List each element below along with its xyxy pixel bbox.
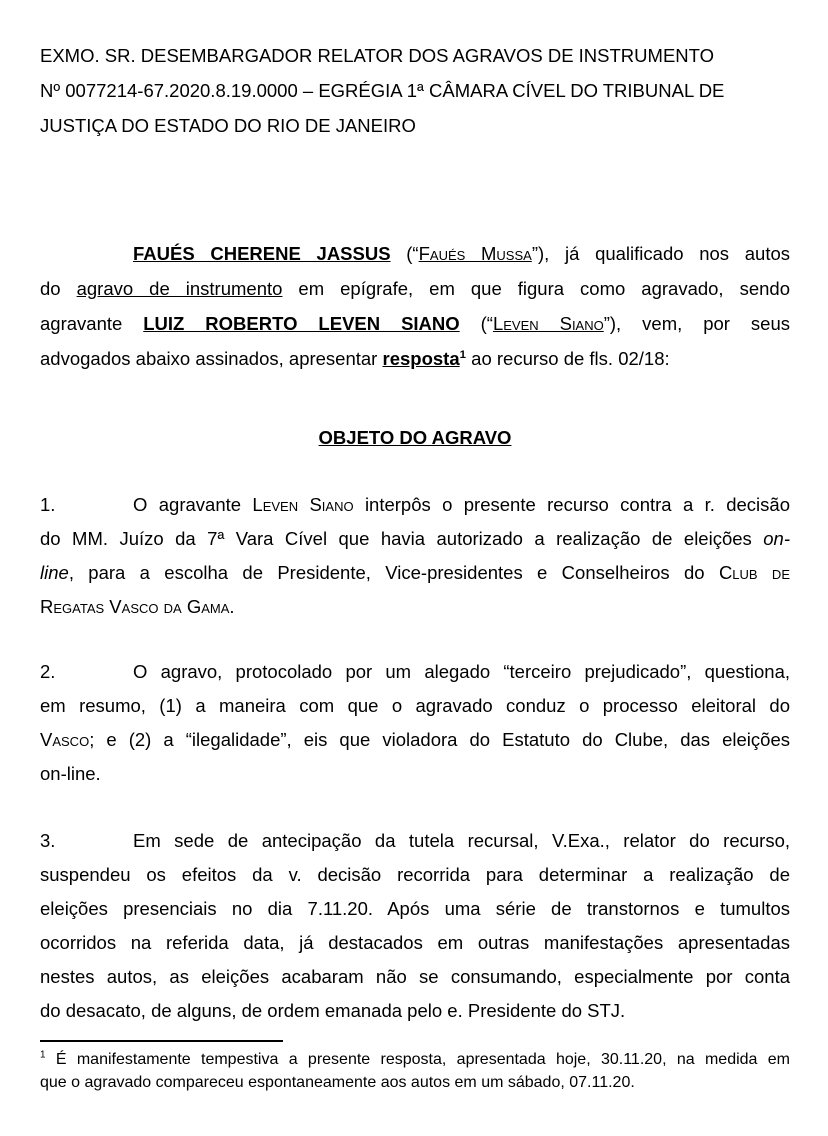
text-segment: 1 [40,1049,46,1061]
text-line [40,960,790,994]
text-segment: agravante [40,313,144,334]
text-segment: . [229,596,235,617]
text-segment: resposta [382,348,460,369]
text-segment: eleições presenciais no dia 7.11.20. Após uma série de transtornos e tumultos [40,898,790,919]
text-line [40,1048,790,1071]
text-segment: LUIZ ROBERTO LEVEN SIANO [143,313,460,334]
text-line [40,488,790,522]
text-segment: do desacato, de alguns, de ordem emanada pelo e. Presidente do STJ. [40,1000,626,1021]
text-line [40,556,790,590]
text-segment: 1. [40,494,56,515]
text-segment: O agravo, protocolado por um alegado “terceiro prejudicado”, questiona, [133,661,790,682]
text-line [40,655,790,689]
text-line [40,926,790,960]
text-segment: em resumo, (1) a maneira com que o agravado conduz o processo eleitoral do [40,695,790,716]
text-line [40,1071,790,1094]
text-line [40,824,790,858]
text-line [40,892,790,926]
header-line-3: JUSTIÇA DO ESTADO DO RIO DE JANEIRO [40,115,416,136]
paragraph-1 [40,488,790,624]
text-segment: (“ [390,243,419,264]
text-segment: Club de [718,562,790,583]
document-header [40,38,790,143]
text-segment: Regatas Vasco da Gama [40,596,230,617]
text-segment: Leven Siano [492,313,604,334]
text-segment: ao recurso de fls. 02/18: [466,348,670,369]
text-segment: É manifestamente tempestiva a presente resposta, apresentada hoje, 30.11.20, na medida em [45,1051,790,1068]
text-segment: ocorridos na referida data, já destacados em outras manifestações apresentadas [40,932,790,953]
text-segment: Em sede de antecipação da tutela recursal, V.Exa., relator do recurso, [133,830,790,851]
paragraph-3 [40,824,790,1028]
text-segment: 1 [459,348,467,361]
text-segment: ; e (2) a “ilegalidade”, eis que violadora do Estatuto do Clube, das eleições [89,729,790,750]
text-line [40,994,790,1028]
text-segment: (“ [459,313,493,334]
header-line-1: EXMO. SR. DESEMBARGADOR RELATOR DOS AGRAVOS DE INSTRUMENTO [40,45,714,66]
text-segment: que o agravado compareceu espontaneamente aos autos em um sábado, 07.11.20. [40,1074,635,1091]
text-segment: FAUÉS CHERENE JASSUS [133,243,391,264]
text-line [40,271,790,306]
text-line [40,306,790,341]
intro-paragraph [40,236,790,376]
text-segment: , para a escolha de Presidente, Vice-presidentes e Conselheiros do [68,562,719,583]
text-segment: Vasco [40,729,90,750]
text-line [40,341,790,376]
text-segment: on- [763,528,790,549]
text-segment: on-line. [40,763,101,784]
text-segment: advogados abaixo assinados, apresentar [40,348,383,369]
footnote-separator [40,1040,283,1042]
header-line-2: Nº 0077214-67.2020.8.19.0000 – EGRÉGIA 1ª CÂMARA CÍVEL DO TRIBUNAL DE [40,80,725,101]
text-line [40,590,790,624]
text-segment: 2. [40,661,56,682]
text-segment: line [40,562,69,583]
section-heading [40,421,790,455]
text-segment: em epígrafe, em que figura como agravado, sendo [282,278,790,299]
text-segment: Faués Mussa [418,243,532,264]
text-line [40,236,790,271]
text-segment: nestes autos, as eleições acabaram não se consumando, especialmente por conta [40,966,790,987]
text-segment: agravo de instrumento [76,278,283,299]
text-segment: ”), já qualificado nos autos [531,243,790,264]
text-line [40,757,790,791]
text-segment: interpôs o presente recurso contra a r. decisão [353,494,790,515]
text-line [40,723,790,757]
text-segment: 3. [40,830,56,851]
section-heading-text: OBJETO DO AGRAVO [318,427,512,448]
text-segment: ”), vem, por seus [603,313,790,334]
text-line [40,522,790,556]
paragraph-2 [40,655,790,791]
text-segment: suspendeu os efeitos da v. decisão recorrida para determinar a realização de [40,864,790,885]
text-segment: O agravante [133,494,253,515]
footnote [40,1048,790,1094]
text-line [40,689,790,723]
text-segment: do [40,278,77,299]
text-segment: Leven Siano [252,494,354,515]
text-segment: do MM. Juízo da 7ª Vara Cível que havia autorizado a realização de eleições [40,528,764,549]
text-line [40,858,790,892]
